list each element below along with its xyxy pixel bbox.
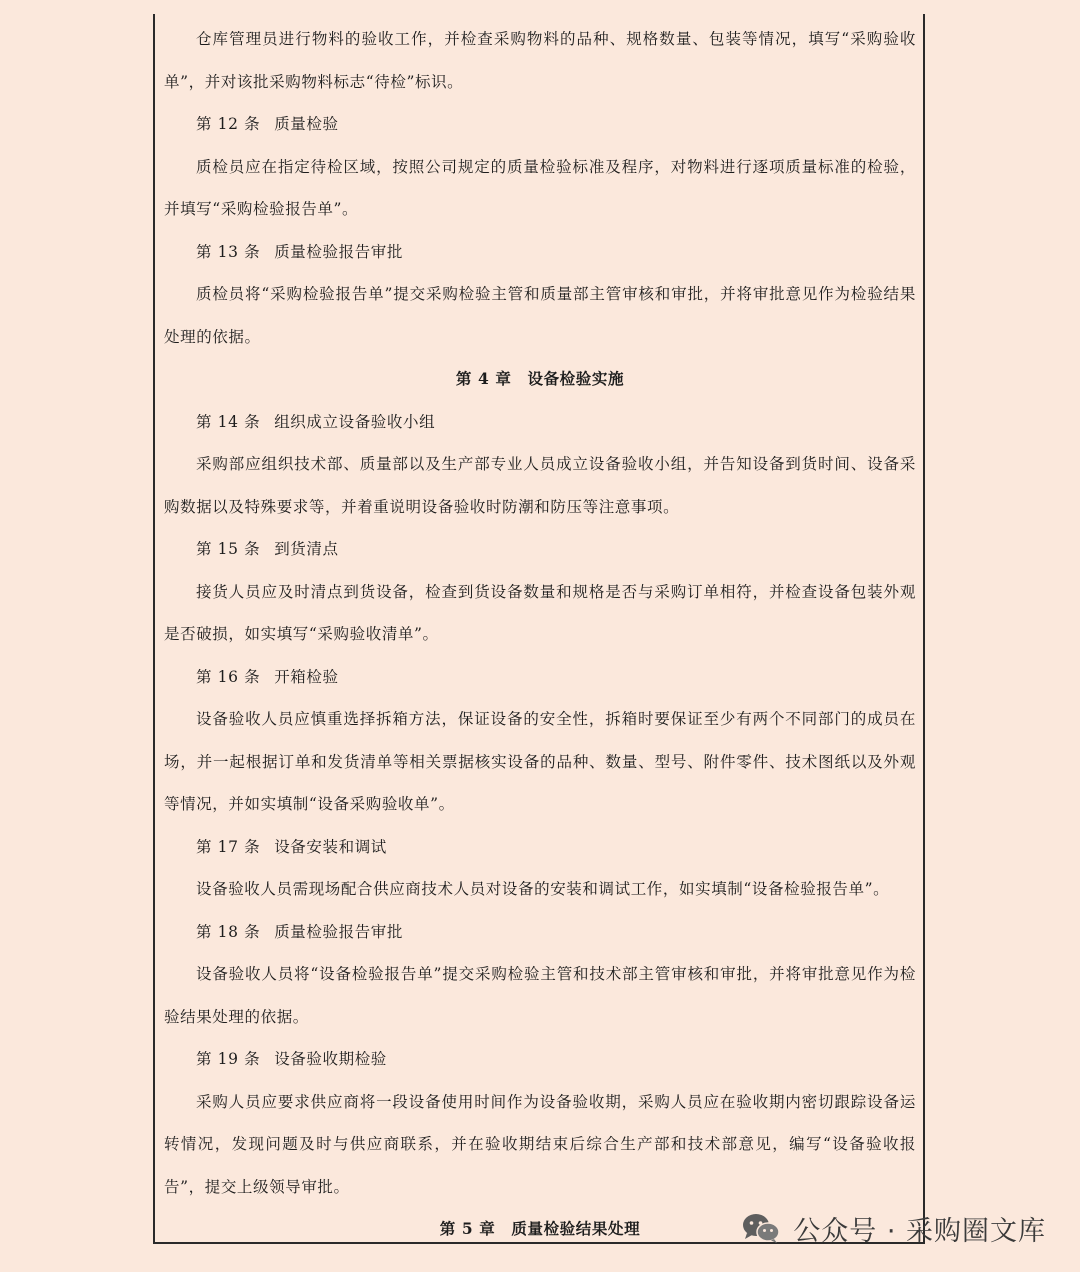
body-paragraph: 接货人员应及时清点到货设备，检查到货设备数量和规格是否与采购订单相符，并检查设备包装外观是否破损，如实填写“采购验收清单”。 <box>164 582 916 643</box>
body-paragraph: 仓库管理员进行物料的验收工作，并检查采购物料的品种、规格数量、包装等情况，填写“采购验收单”，并对该批采购物料标志“待检”标识。 <box>164 30 916 91</box>
wechat-icon <box>741 1212 781 1244</box>
body-paragraph: 采购人员应要求供应商将一段设备使用时间作为设备验收期，采购人员应在验收期内密切跟踪设备运转情况，发现问题及时与供应商联系，并在验收期结束后综合生产部和技术部意见，编写“设备验收报告”，提交上级领导审批。 <box>164 1092 916 1196</box>
article-heading <box>164 826 916 869</box>
article-number: 第 14 条 <box>196 412 261 431</box>
body-paragraph: 设备验收人员将“设备检验报告单”提交采购检验主管和技术部主管审核和审批，并将审批意见作为检验结果处理的依据。 <box>164 965 916 1026</box>
article-title: 质量检验 <box>274 115 339 133</box>
article-title: 开箱检验 <box>274 667 339 686</box>
article-title: 设备安装和调试 <box>274 837 387 856</box>
article-number: 第 17 条 <box>196 837 261 856</box>
body-paragraph: 质检员将“采购检验报告单”提交采购检验主管和质量部主管审核和审批，并将审批意见作为检验结果处理的依据。 <box>164 285 916 346</box>
article-title: 质量检验报告审批 <box>274 922 403 941</box>
article-title: 质量检验报告审批 <box>274 242 403 261</box>
article-heading <box>164 401 916 444</box>
chapter-number: 第 4 章 <box>455 369 512 388</box>
document-body <box>164 18 916 1251</box>
article-title: 到货清点 <box>274 540 339 558</box>
body-paragraph: 设备验收人员应慎重选择拆箱方法，保证设备的安全性，拆箱时要保证至少有两个不同部门的成员在场，并一起根据订单和发货清单等相关票据核实设备的品种、数量、型号、附件零件、技术图纸以及外观等情况，并如实填制“设备采购验收单”。 <box>164 710 916 813</box>
body-paragraph: 设备验收人员需现场配合供应商技术人员对设备的安装和调试工作，如实填制“设备检验报告单”。 <box>196 880 890 898</box>
article-heading <box>164 103 916 146</box>
article-number: 第 16 条 <box>196 667 261 686</box>
article-heading <box>164 656 916 699</box>
article-number: 第 13 条 <box>196 242 261 261</box>
article-title: 设备验收期检验 <box>274 1050 387 1068</box>
article-number: 第 15 条 <box>196 540 261 558</box>
article-heading <box>164 1038 916 1081</box>
chapter-title: 质量检验结果处理 <box>511 1219 641 1238</box>
body-paragraph: 质检员应在指定待检区域，按照公司规定的质量检验标准及程序，对物料进行逐项质量标准的检验，并填写“采购检验报告单”。 <box>164 157 916 218</box>
chapter-title: 设备检验实施 <box>527 369 625 388</box>
article-heading <box>164 231 916 274</box>
watermark-text: 公众号 · 采购圈文库 <box>793 1215 1046 1247</box>
body-paragraph: 采购部应组织技术部、质量部以及生产部专业人员成立设备验收小组，并告知设备到货时间、设备采购数据以及特殊要求等，并着重说明设备验收时防潮和防压等注意事项。 <box>164 455 916 516</box>
article-number: 第 19 条 <box>196 1050 261 1068</box>
article-title: 组织成立设备验收小组 <box>274 412 436 431</box>
article-number: 第 18 条 <box>196 922 261 941</box>
chapter-heading <box>164 358 916 401</box>
article-heading <box>164 528 916 571</box>
watermark <box>741 1208 1046 1248</box>
article-heading <box>164 911 916 954</box>
article-number: 第 12 条 <box>196 115 261 133</box>
chapter-number: 第 5 章 <box>439 1219 496 1238</box>
